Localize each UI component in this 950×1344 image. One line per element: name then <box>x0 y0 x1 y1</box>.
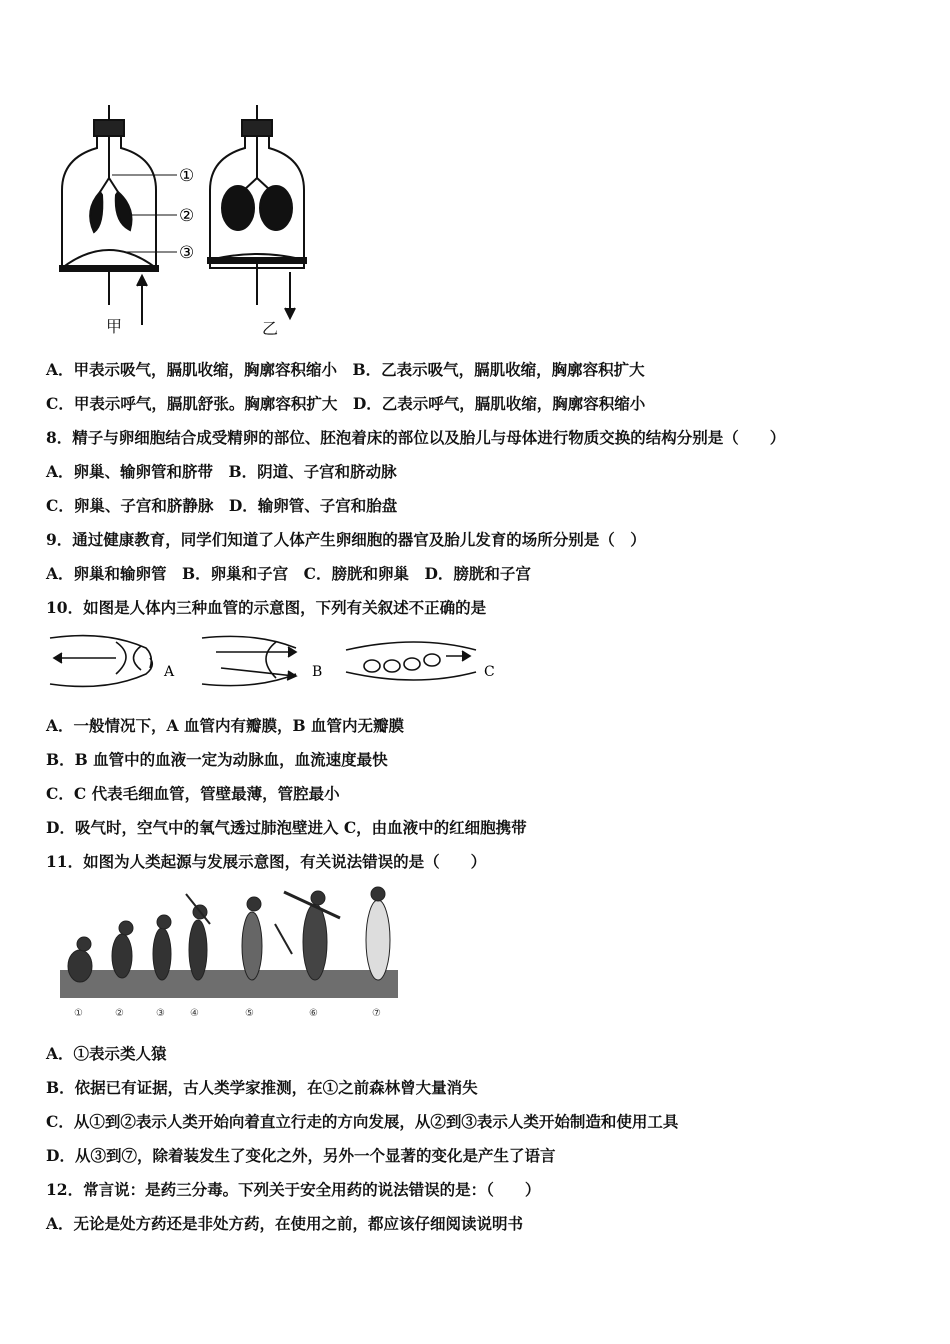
human-evolution-figure <box>60 884 400 1024</box>
q11-option-a: A．①表示类人猿 <box>46 1044 167 1063</box>
q10-option-d: D．吸气时，空气中的氧气透过肺泡壁进入 C，由血液中的红细胞携带 <box>46 818 527 837</box>
evolution-label-1: ① <box>74 1008 83 1019</box>
q12-option-a: A．无论是处方药还是非处方药，在使用之前，都应该仔细阅读说明书 <box>46 1214 524 1233</box>
caption-jia: 甲 <box>106 317 123 336</box>
blood-vessel-diagram <box>46 628 496 694</box>
q10-stem: 10．如图是人体内三种血管的示意图，下列有关叙述不正确的是 <box>46 598 487 617</box>
evolution-label-7: ⑦ <box>372 1008 381 1019</box>
human-evolution-diagram <box>60 884 400 1024</box>
evolution-label-4: ④ <box>190 1008 199 1019</box>
jar-yi <box>208 105 306 318</box>
label-2: ② <box>179 206 195 226</box>
q9-options: A．卵巢和输卵管 B．卵巢和子宫 C．膀胱和卵巢 D．膀胱和子宫 <box>46 564 531 583</box>
vessel-a <box>50 636 152 687</box>
q8-stem: 8．精子与卵细胞结合成受精卵的部位、胚泡着床的部位以及胎儿与母体进行物质交换的结构分别是（ ） <box>46 428 786 447</box>
vessel-b <box>202 636 296 685</box>
q7-option-ab: A．甲表示吸气，膈肌收缩，胸廓容积缩小 B．乙表示吸气，膈肌收缩，胸廓容积扩大 <box>46 360 645 379</box>
caption-yi: 乙 <box>262 319 279 338</box>
q11-stem: 11．如图为人类起源与发展示意图，有关说法错误的是（ ） <box>46 852 487 871</box>
vessel-c <box>346 642 476 680</box>
vessel-label-b: B <box>312 664 323 680</box>
vessel-label-a: A <box>164 664 175 680</box>
bell-jar-figure <box>52 100 322 340</box>
q7-option-cd: C．甲表示呼气，膈肌舒张。胸廓容积扩大 D．乙表示呼气，膈肌收缩，胸廓容积缩小 <box>46 394 646 413</box>
q8-option-cd: C．卵巢、子宫和脐静脉 D．输卵管、子宫和胎盘 <box>46 496 398 515</box>
q11-option-b: B．依据已有证据，古人类学家推测，在①之前森林曾大量消失 <box>46 1078 478 1097</box>
q8-option-ab: A．卵巢、输卵管和脐带 B．阴道、子宫和脐动脉 <box>46 462 397 481</box>
bell-jar-diagram <box>52 100 322 340</box>
vessel-label-c: C <box>484 664 495 680</box>
label-1: ① <box>179 166 195 186</box>
q10-option-a: A．一般情况下，A 血管内有瓣膜，B 血管内无瓣膜 <box>46 716 404 735</box>
evolution-label-6: ⑥ <box>309 1008 318 1019</box>
evolution-label-5: ⑤ <box>245 1008 254 1019</box>
evolution-label-2: ② <box>115 1008 124 1019</box>
blood-vessel-figure <box>46 628 496 694</box>
q11-option-d: D．从③到⑦，除着装发生了变化之外，另外一个显著的变化是产生了语言 <box>46 1146 556 1165</box>
q12-stem: 12．常言说：是药三分毒。下列关于安全用药的说法错误的是：（ ） <box>46 1180 541 1199</box>
q9-stem: 9．通过健康教育，同学们知道了人体产生卵细胞的器官及胎儿发育的场所分别是（ ） <box>46 530 646 549</box>
q10-option-c: C．C 代表毛细血管，管壁最薄，管腔最小 <box>46 784 340 803</box>
label-3: ③ <box>179 243 195 263</box>
q11-option-c: C．从①到②表示人类开始向着直立行走的方向发展，从②到③表示人类开始制造和使用工具 <box>46 1112 679 1131</box>
q10-option-b: B．B 血管中的血液一定为动脉血，血流速度最快 <box>46 750 388 769</box>
evolution-label-3: ③ <box>156 1008 165 1019</box>
